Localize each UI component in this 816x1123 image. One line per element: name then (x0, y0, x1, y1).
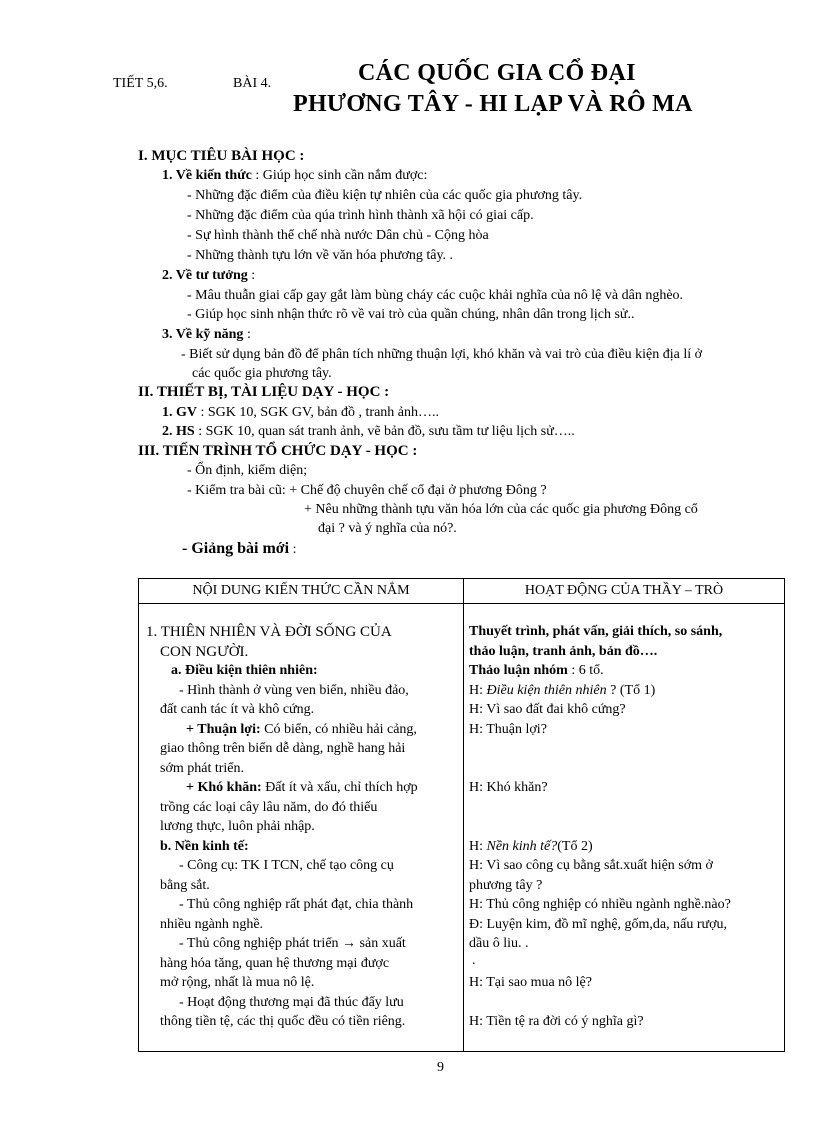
new-lesson-line (182, 540, 296, 558)
hs-line (162, 424, 575, 440)
left-cell-line: sớm phát triển. (160, 761, 244, 776)
section-1-heading: I. MỤC TIÊU BÀI HỌC : (138, 148, 305, 164)
left-cell-line (186, 722, 417, 738)
table-header-left: NỘI DUNG KIẾN THỨC CẦN NẮM (192, 583, 410, 598)
knowledge-item: - Những đặc điểm của qúa trình hình thành xã hội có giai cấp. (187, 208, 534, 223)
lesson-table (138, 578, 785, 1052)
right-cell-line: H: Thuận lợi? (469, 722, 547, 737)
question-topic: Điều kiện thiên nhiên (483, 683, 607, 698)
left-cell-line: - Hoạt động thương mại đã thúc đẩy lưu (179, 995, 404, 1010)
knowledge-item: - Sự hình thành thể chế nhà nước Dân chủ - Cộng hòa (187, 228, 489, 243)
knowledge-item: - Những đặc điểm của điều kiện tự nhiên của các quốc gia phương tây. (187, 188, 583, 203)
left-cell-line: CON NGƯỜI. (160, 644, 249, 660)
difficulty-text: Đất ít và xấu, chỉ thích hợp (261, 780, 418, 795)
right-cell-line: H: Khó khăn? (469, 780, 548, 795)
left-cell-line: b. Nền kinh tế: (160, 839, 249, 854)
left-cell-line: bằng sắt. (160, 878, 210, 893)
attitude-label: 2. Về tư tưởng (162, 268, 248, 283)
question-prefix: H: (469, 683, 483, 698)
left-cell-line: 1. THIÊN NHIÊN VÀ ĐỜI SỐNG CỦA (146, 624, 392, 640)
question-topic: Nền kinh tế? (483, 839, 558, 854)
left-cell-line: - Thủ công nghiệp rất phát đạt, chia thành (179, 897, 414, 912)
attitude-item: - Giúp học sinh nhận thức rõ về vai trò của quần chúng, nhân dân trong lịch sử.. (187, 307, 635, 322)
left-cell-line: - Hình thành ở vùng ven biển, nhiều đảo, (179, 683, 409, 698)
page-title-line2: PHƯƠNG TÂY - HI LẠP VÀ RÔ MA (293, 91, 693, 117)
left-cell-line: giao thông trên biển dễ dàng, nghề hang hải (160, 741, 406, 756)
question-suffix: (Tổ 2) (557, 839, 593, 854)
skill-item: - Biết sử dụng bản đồ để phân tích những thuận lợi, khó khăn và vai trò của điều kiện địa lí ở (181, 347, 703, 362)
skill-item: các quốc gia phương tây. (192, 366, 332, 381)
section-3-heading: III. TIẾN TRÌNH TỔ CHỨC DẠY - HỌC : (138, 443, 418, 459)
knowledge-line (162, 168, 427, 184)
right-cell-line: H: Tiền tệ ra đời có ý nghĩa gì? (469, 1014, 644, 1029)
right-cell-line: dầu ô liu. . (469, 936, 529, 951)
knowledge-text: : Giúp học sinh cần nắm được: (251, 168, 428, 183)
left-cell-line: đất canh tác ít và khô cứng. (160, 702, 315, 717)
table-header-divider (139, 603, 784, 604)
right-cell-line: H: Tại sao mua nô lệ? (469, 975, 592, 990)
table-column-divider (463, 579, 464, 1051)
skill-line (162, 327, 251, 343)
attitude-line (162, 268, 255, 284)
review-line-3: đại ? và ý nghĩa của nó?. (318, 521, 457, 536)
right-cell-line: H: Vì sao công cụ bằng sắt.xuất hiện sớm ở (469, 858, 713, 873)
right-cell-line: thảo luận, tranh ảnh, bản đồ…. (469, 644, 658, 659)
skill-text: : (243, 327, 251, 342)
review-line-2: + Nêu những thành tựu văn hóa lớn của các quốc gia phương Đông cổ (304, 502, 698, 517)
left-cell-line: thông tiền tệ, các thị quốc đều có tiền riêng. (160, 1014, 406, 1029)
question-prefix: H: (469, 839, 483, 854)
difficulty-label: + Khó khăn: (186, 780, 262, 795)
table-header-right: HOẠT ĐỘNG CỦA THẦY – TRÒ (524, 583, 724, 598)
left-cell-line: - Công cụ: TK I TCN, chế tạo công cụ (179, 858, 394, 873)
left-cell-line: a. Điều kiện thiên nhiên: (171, 663, 318, 678)
section-2-heading: II. THIẾT BỊ, TÀI LIỆU DẠY - HỌC : (138, 384, 390, 400)
page-number: 9 (437, 1060, 444, 1075)
right-cell-line: phương tây ? (469, 878, 543, 893)
knowledge-label: 1. Về kiến thức (162, 168, 252, 183)
right-cell-line: Đ: Luyện kim, đồ mĩ nghệ, gốm,da, nấu rượu, (469, 917, 728, 932)
left-cell-line: mở rộng, nhất là mua nô lệ. (160, 975, 315, 990)
advantage-label: + Thuận lợi: (186, 722, 261, 737)
left-cell-line: trồng các loại cây lâu năm, do đó thiếu (160, 800, 378, 815)
gv-label: 1. GV (162, 405, 197, 420)
left-cell-line: lương thực, luôn phải nhập. (160, 819, 315, 834)
gv-line (162, 405, 439, 421)
new-lesson-colon: : (289, 542, 297, 557)
chapter-label: BÀI 4. (233, 76, 272, 91)
hs-text: : SGK 10, quan sát tranh ảnh, vẽ bản đồ, sưu tầm tư liệu lịch sử….. (194, 424, 575, 439)
group-discussion-label: Thảo luận nhóm (469, 663, 568, 678)
left-cell-line: - Thủ công nghiệp phát triển → sản xuất (179, 936, 406, 951)
lesson-label: TIẾT 5,6. (113, 76, 168, 91)
right-cell-line (469, 683, 655, 699)
hs-label: 2. HS (162, 424, 195, 439)
right-cell-line: H: Vì sao đất đai khô cứng? (469, 702, 626, 717)
skill-label: 3. Về kỹ năng (162, 327, 244, 342)
attitude-item: - Mâu thuẫn giai cấp gay gắt làm bùng cháy các cuộc khải nghĩa của nô lệ và dân nghèo. (187, 288, 684, 303)
review-line: - Kiểm tra bài cũ: + Chế độ chuyên chế cổ đại ở phương Đông ? (187, 483, 547, 498)
advantage-text: Có biển, có nhiều hải cảng, (260, 722, 417, 737)
left-cell-line (186, 780, 418, 796)
right-cell-line: Thuyết trình, phát vấn, giải thích, so sánh, (469, 624, 723, 639)
stabilize-line: - Ổn định, kiểm diện; (187, 463, 308, 478)
right-cell-line: H: Thủ công nghiệp có nhiều ngành nghề.nào? (469, 897, 731, 912)
knowledge-item: - Những thành tựu lớn về văn hóa phương tây. . (187, 248, 454, 263)
gv-text: : SGK 10, SGK GV, bản đồ , tranh ảnh….. (197, 405, 440, 420)
question-suffix: ? (Tổ 1) (606, 683, 656, 698)
attitude-text: : (247, 268, 256, 283)
new-lesson-label: - Giảng bài mới (182, 540, 290, 557)
group-discussion-text: : 6 tổ. (567, 663, 604, 678)
left-cell-line: nhiều ngành nghề. (160, 917, 264, 932)
right-cell-line (469, 663, 604, 679)
right-cell-line: . (472, 953, 476, 968)
page-title-line1: CÁC QUỐC GIA CỔ ĐẠI (358, 60, 636, 86)
left-cell-line: hàng hóa tăng, quan hệ thương mại được (160, 956, 390, 971)
right-cell-line (469, 839, 593, 855)
